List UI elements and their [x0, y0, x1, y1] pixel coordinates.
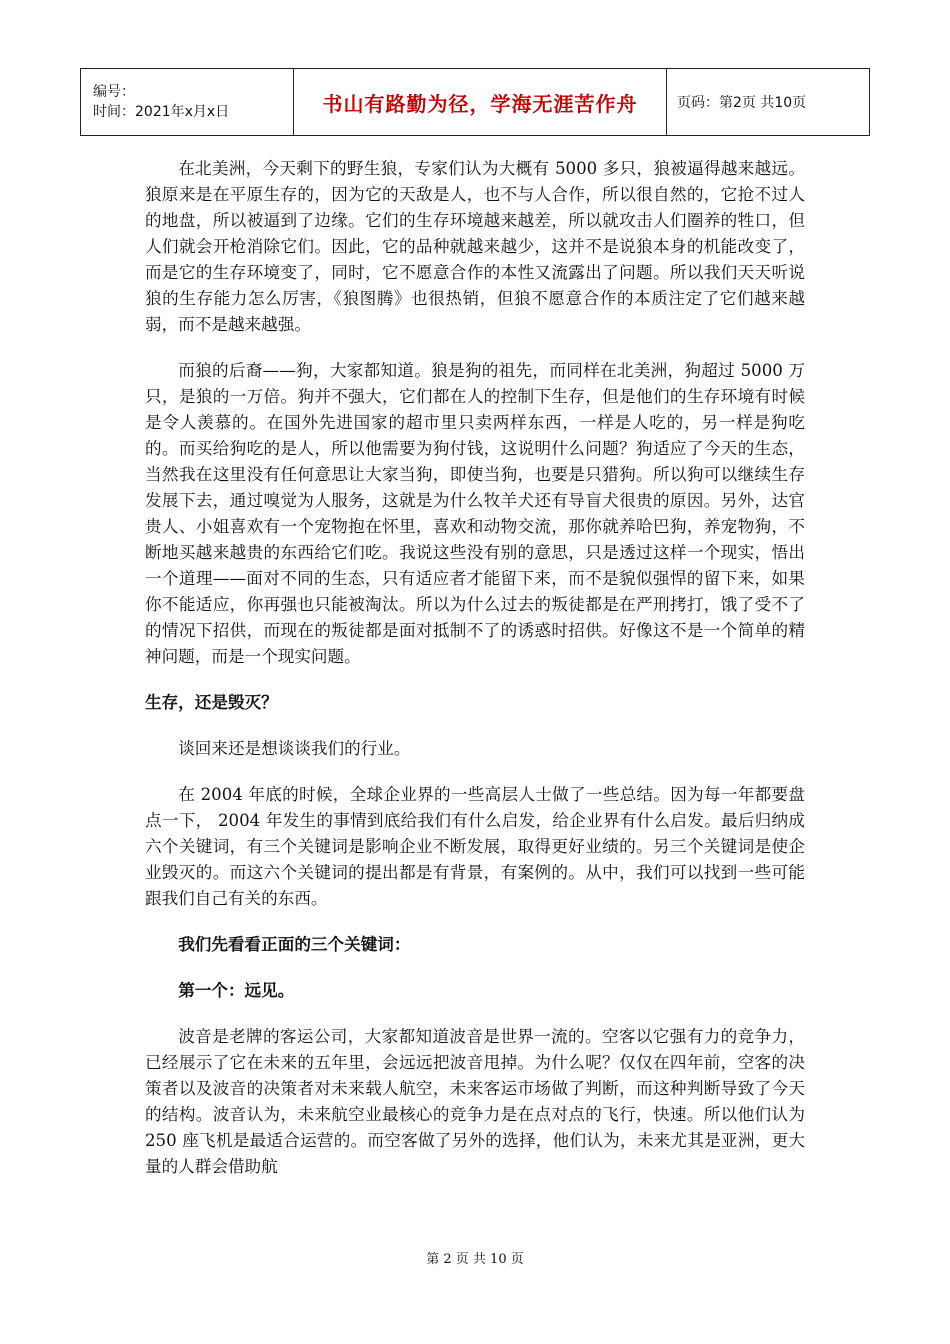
- section-heading: 生存，还是毁灭？: [145, 693, 278, 712]
- page-footer: 第 2 页 共 10 页: [426, 1252, 524, 1267]
- document-date: 时间：2021年x月x日: [93, 104, 230, 120]
- header-meta: [81, 69, 294, 136]
- paragraph-industry: 谈回来还是想谈谈我们的行业。: [178, 739, 411, 758]
- subheading-positive-keywords: 我们先看看正面的三个关键词：: [178, 935, 411, 954]
- header-motto: 书山有路勤为径，学海无涯苦作舟: [294, 69, 667, 136]
- paragraph-2004-summary: 在 2004 年底的时候，全球企业界的一些高层人士做了一些总结。因为每一年都要盘点一下， 2004 年发生的事情到底给我们有什么启发，给企业界有什么启发。最后归纳成六个关键词，有三个关键词是影响企业不断发展，取得更好业绩的。另三个关键词是使企业毁灭的。而这六个关键词的提出都是有背景，有案例的。从中，我们可以找到一些可能跟我们自己有关的东西。: [145, 785, 805, 908]
- paragraph-wolves: 在北美洲，今天剩下的野生狼，专家们认为大概有 5000 多只，狼被逼得越来越远。狼原来是在平原生存的，因为它的天敌是人，也不与人合作，所以很自然的，它抢不过人的地盘，所以被逼到了边缘。它们的生存环境越来越差，所以就攻击人们圈养的牲口，但人们就会开枪消除它们。因此，它的品种就越来越少，这并不是说狼本身的机能改变了，而是它的生存环境变了，同时，它不愿意合作的本性又流露出了问题。所以我们天天听说狼的生存能力怎么厉害，《狼图腾》也很热销，但狼不愿意合作的本质注定了它们越来越弱，而不是越来越强。: [145, 159, 805, 334]
- subheading-vision: 第一个：远见。: [178, 981, 295, 1000]
- paragraph-dogs: 而狼的后裔——狗，大家都知道。狼是狗的祖先，而同样在北美洲，狗超过 5000 万只，是狼的一万倍。狗并不强大，它们都在人的控制下生存，但是他们的生存环境有时候是令人羡慕的。在国外先进国家的超市里只卖两样东西，一样是人吃的，另一样是狗吃的。而买给狗吃的是人，所以他需要为狗付钱，这说明什么问题？狗适应了今天的生态，当然我在这里没有任何意思让大家当狗，即使当狗，也要是只猎狗。所以狗可以继续生存发展下去，通过嗅觉为人服务，这就是为什么牧羊犬还有导盲犬很贵的原因。另外，达官贵人、小姐喜欢有一个宠物抱在怀里，喜欢和动物交流，那你就养哈巴狗，养宠物狗，不断地买越来越贵的东西给它们吃。我说这些没有别的意思，只是透过这样一个现实，悟出一个道理——面对不同的生态，只有适应者才能留下来，而不是貌似强悍的留下来，如果你不能适应，你再强也只能被淘汰。所以为什么过去的叛徒都是在严刑拷打，饿了受不了的情况下招供，而现在的叛徒都是面对抵制不了的诱惑时招供。好像这不是一个简单的精神问题，而是一个现实问题。: [145, 361, 805, 666]
- document-number-label: 编号：: [93, 84, 135, 100]
- page-header: [80, 68, 870, 136]
- header-page-number: 页码：第2页 共10页: [667, 69, 870, 136]
- document-body: [145, 156, 805, 1200]
- paragraph-boeing-airbus: 波音是老牌的客运公司，大家都知道波音是世界一流的。空客以它强有力的竞争力，已经展示了它在未来的五年里，会远远把波音甩掉。为什么呢？仅仅在四年前，空客的决策者以及波音的决策者对未来载人航空，未来客运市场做了判断，而这种判断导致了今天的结构。波音认为，未来航空业最核心的竞争力是在点对点的飞行，快速。所以他们认为 250 座飞机是最适合运营的。而空客做了另外的选择，他们认为，未来尤其是亚洲，更大量的人群会借助航: [145, 1027, 805, 1176]
